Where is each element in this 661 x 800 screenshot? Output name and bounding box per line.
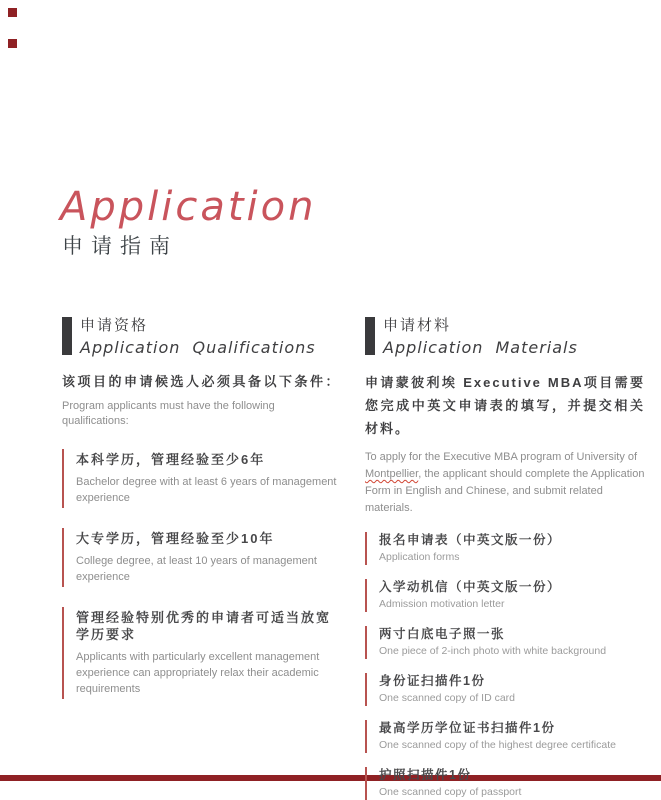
page-subtitle: 申请指南: [62, 235, 178, 258]
qualifications-section-header: [62, 317, 342, 358]
corner-marker-bottom: [8, 39, 17, 48]
qualification-item: [62, 528, 342, 587]
material-item: [365, 626, 645, 659]
qualification-item-caption: Bachelor degree with at least 6 years of management experience: [76, 476, 337, 504]
qualification-item-title: 管理经验特别优秀的申请者可适当放宽学历要求: [76, 610, 332, 642]
page-title: Application: [60, 184, 317, 230]
material-item: [365, 720, 645, 753]
qualification-item-title: 大专学历，管理经验至少10年: [76, 531, 275, 546]
misspelled-word: Montpellier: [365, 468, 419, 480]
material-item: [365, 767, 645, 800]
material-item-caption: One scanned copy of passport: [379, 786, 522, 798]
material-item-caption: Application forms: [379, 551, 460, 563]
material-item-caption: One piece of 2-inch photo with white background: [379, 645, 607, 657]
material-item-title: 最高学历学位证书扫描件1份: [379, 721, 556, 735]
materials-section: [365, 317, 645, 800]
material-item: [365, 673, 645, 706]
qualification-item-title: 本科学历，管理经验至少6年: [76, 452, 266, 467]
material-item-title: 两寸白底电子照一张: [379, 627, 506, 641]
section-heading-en: Application Qualifications: [80, 338, 316, 357]
intro-en-after: , the applicant should complete the Application Form in English and Chinese, and submit related materials.: [365, 468, 645, 514]
material-item-caption: One scanned copy of the highest degree certificate: [379, 739, 616, 751]
materials-intro-en: [365, 449, 645, 517]
section-heading-zh: 申请资格: [80, 317, 149, 334]
material-item-title: 报名申请表（中英文版一份）: [379, 533, 562, 547]
material-item: [365, 532, 645, 565]
material-item-caption: Admission motivation letter: [379, 598, 505, 610]
qualifications-intro-en: Program applicants must have the following qualifications:: [62, 400, 275, 427]
section-marker-bar: [62, 317, 72, 355]
section-marker-bar: [365, 317, 375, 355]
intro-en-before: To apply for the Executive MBA program of University of: [365, 451, 638, 463]
material-item-title: 身份证扫描件1份: [379, 674, 486, 688]
corner-marker-top: [8, 8, 17, 17]
section-heading-zh: 申请材料: [383, 317, 452, 334]
qualification-item-caption: College degree, at least 10 years of management experience: [76, 555, 317, 583]
material-item: [365, 579, 645, 612]
page-header: [60, 184, 317, 260]
qualification-item: [62, 607, 342, 699]
qualifications-section: [62, 317, 342, 699]
qualification-item-caption: Applicants with particularly excellent management experience can appropriately relax their academic requirements: [76, 651, 320, 695]
materials-section-header: [365, 317, 645, 358]
qualifications-intro-zh: 该项目的申请候选人必须具备以下条件：: [62, 374, 342, 389]
section-heading-en: Application Materials: [383, 338, 578, 357]
materials-intro-zh: 申请蒙彼利埃 Executive MBA项目需要您完成中英文申请表的填写，并提交相关材料。: [365, 375, 645, 436]
material-item-title: 入学动机信（中英文版一份）: [379, 580, 562, 594]
qualification-item: [62, 449, 342, 508]
material-item-caption: One scanned copy of ID card: [379, 692, 515, 704]
material-item-title: 护照扫描件1份: [379, 768, 472, 782]
